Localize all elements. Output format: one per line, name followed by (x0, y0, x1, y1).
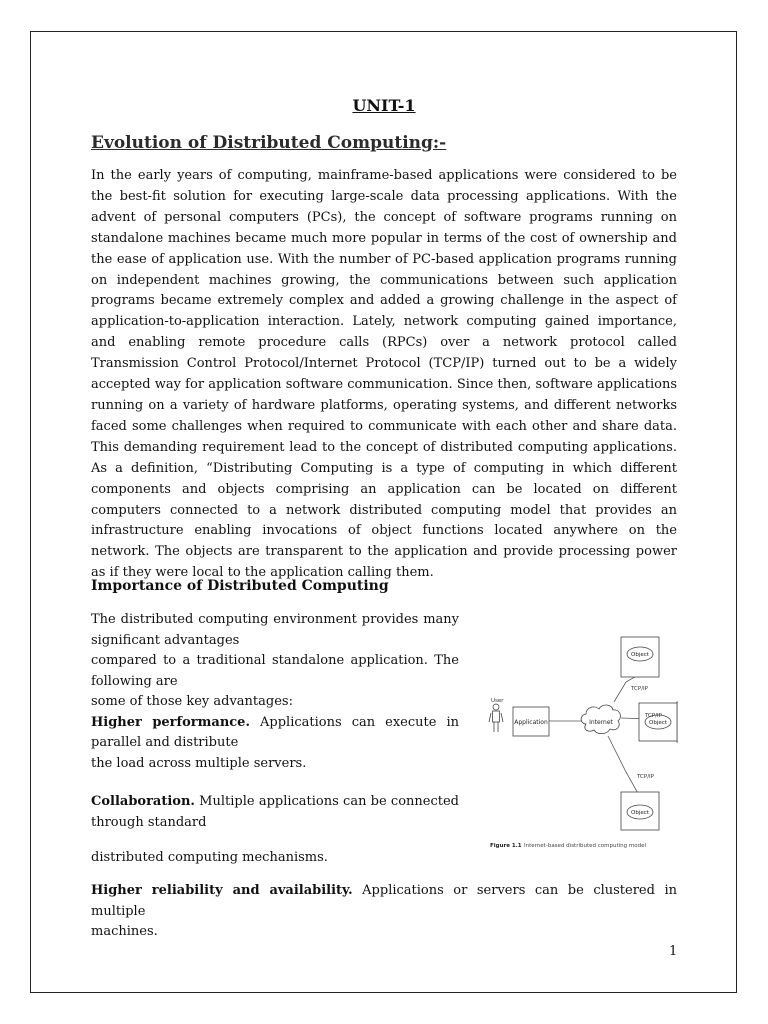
performance-text-line: parallel and distribute (91, 735, 239, 750)
advantages-intro-line: compared to a traditional standalone application. The (91, 653, 459, 668)
reliability-text: Applications or servers can be clustered in multiple (91, 883, 677, 919)
object-label-top: Object (631, 652, 649, 658)
reliability-text-line: machines. (91, 924, 158, 939)
advantages-intro-line: some of those key advantages: (91, 694, 293, 709)
reliability-label: Higher reliability and availability. (91, 883, 353, 898)
internet-label: Internet (589, 719, 613, 726)
advantages-intro-line: following are (91, 673, 178, 689)
performance-label: Higher performance. (91, 714, 250, 730)
collaboration-block (91, 792, 459, 833)
reliability-block (91, 881, 677, 943)
performance-line (91, 713, 459, 734)
collaboration-text-line: distributed computing mechanisms. (91, 850, 328, 865)
object-label-bottom: Object (631, 810, 649, 816)
tcpip-label-top: TCP/IP (631, 686, 648, 692)
intro-paragraph: In the early years of computing, mainframe-based applications were considered to be the best-fit solution for executing large-scale data processing applications. With the advent of personal computers (PCs), the concept of software programs running on standalone machines became much more popular in terms of the cost of ownership and the ease of application use. With the number of PC-based application programs running on independent machines growing, the communications between such application programs became extremely complex and added a growing challenge in the aspect of application-to-application interaction. Lately, network computing gained importance, and enabling remote procedure calls (RPCs) over a network protocol called Transmission Control Protocol/Internet Protocol (TCP/IP) turned out to be a widely accepted way for application software communication. Since then, software applications running on a variety of hardware platforms, operating systems, and different networks faced some challenges when required to communicate with each other and share data. This demanding requirement lead to the concept of distributed computing applications. As a definition, “Distributing Computing is a type of computing in which different components and objects comprising an application can be located on different computers connected to a network distributed computing model that provides an infrastructure enabling invocations of object functions located anywhere on the network. The objects are transparent to the application and provide processing power as if they were local to the application calling them. (91, 168, 677, 581)
reliability-line (91, 881, 677, 922)
object-label-right: Object (649, 720, 667, 726)
tcpip-label-bottom: TCP/IP (637, 774, 654, 780)
page-number: 1 (669, 944, 678, 959)
internet-object-bottom-line (608, 736, 640, 797)
unit-title: UNIT-1 (352, 96, 416, 115)
figure-caption-text: Internet-based distributed computing model (524, 843, 647, 849)
user-label: User (491, 698, 504, 704)
performance-text-line: the load across multiple servers. (91, 755, 307, 771)
performance-text: Applications can execute in (249, 714, 459, 730)
distributed-model-figure (478, 612, 678, 862)
user-icon (489, 704, 503, 732)
advantages-intro-line: The distributed computing environment provides many (91, 612, 459, 627)
tcpip-label-right: TCP/IP (645, 713, 662, 719)
collaboration-text-line: through standard (91, 814, 207, 830)
collaboration-line (91, 792, 459, 813)
collaboration-continued (91, 848, 459, 869)
section-title: Evolution of Distributed Computing:- (91, 133, 447, 153)
collaboration-label: Collaboration. (91, 794, 195, 809)
collaboration-text: Multiple applications can be connected (194, 794, 459, 809)
application-label: Application (514, 719, 548, 726)
advantages-intro (91, 610, 459, 774)
importance-title: Importance of Distributed Computing (91, 578, 389, 594)
figure-diagram (478, 612, 678, 862)
figure-caption-number: Figure 1.1 (490, 843, 522, 849)
advantages-intro-line: significant advantages (91, 632, 240, 648)
